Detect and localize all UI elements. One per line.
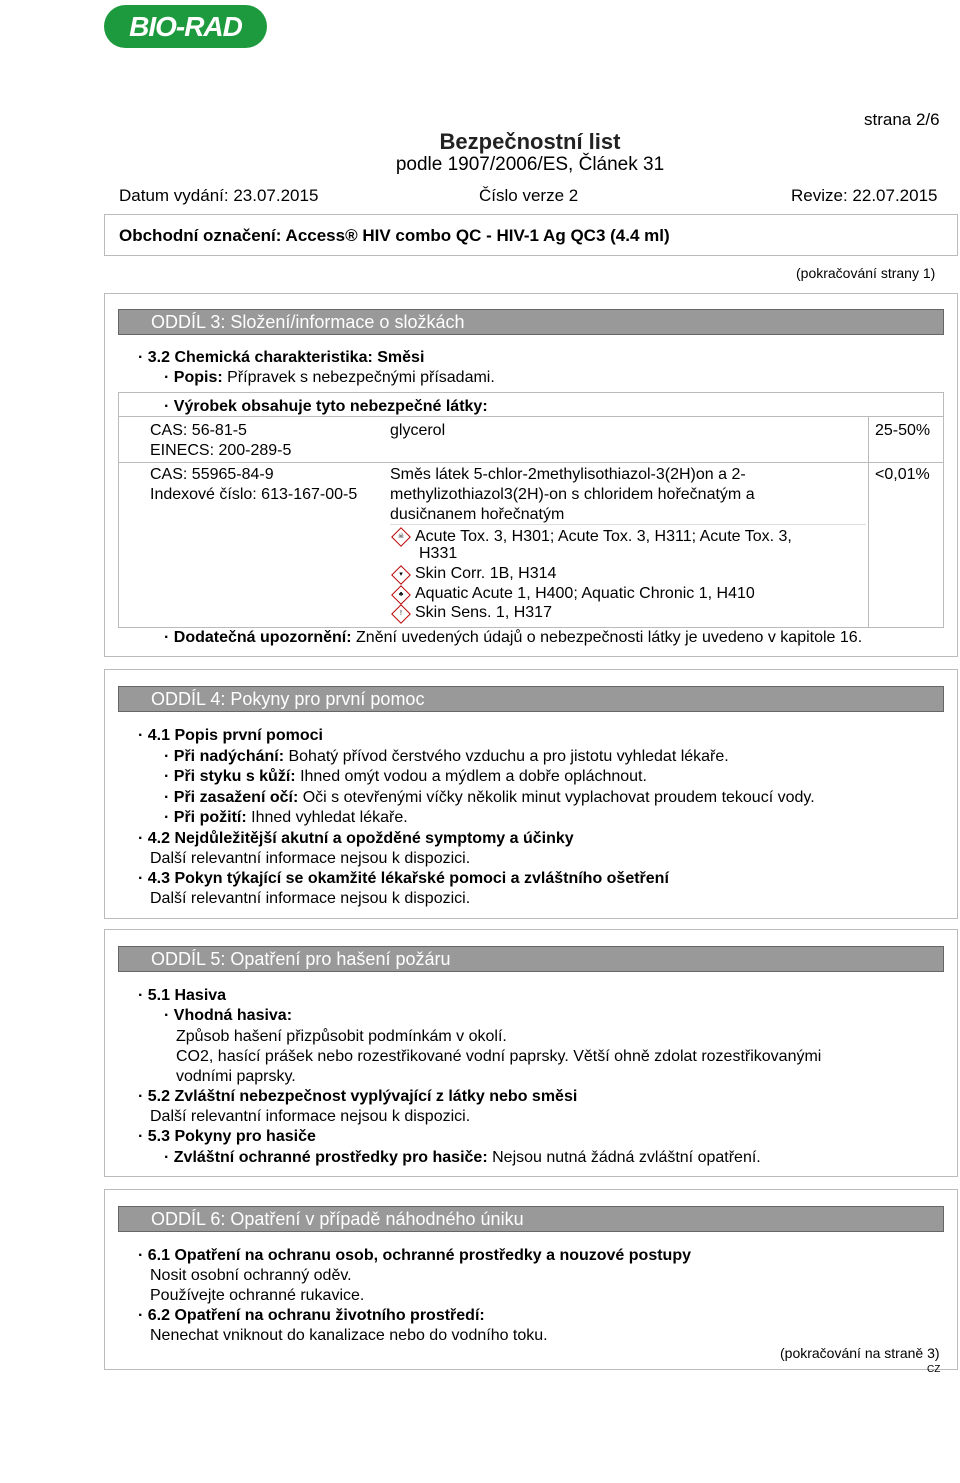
row1-percent: 25-50%: [875, 422, 931, 439]
s4-first-aid: · 4.1 Popis první pomoci: [138, 727, 323, 744]
row2-percent: <0,01%: [875, 466, 930, 483]
s4-symptoms-text: Další relevantní informace nejsou k dispozici.: [150, 850, 471, 867]
row1-einecs: EINECS: 200-289-5: [150, 442, 292, 459]
s6-personal: · 6.1 Opatření na ochranu osob, ochranné prostředky a nouzové postupy: [138, 1247, 691, 1264]
s5-special-hazards-text: Další relevantní informace nejsou k dispozici.: [150, 1108, 471, 1125]
s4-skin: · Při styku s kůží: Ihned omýt vodou a mýdlem a dobře opláchnout.: [164, 768, 647, 785]
continued-to: (pokračování na straně 3): [780, 1345, 940, 1361]
row2-cas: CAS: 55965-84-9: [150, 466, 274, 483]
s4-ingestion: · Při požití: Ihned vyhledat lékaře.: [164, 809, 408, 826]
s5-protective: · Zvláštní ochranné prostředky pro hasiče: Nejsou nutná žádná zvláštní opatření.: [164, 1149, 761, 1166]
table-border-top: [118, 392, 944, 393]
row1-name: glycerol: [390, 422, 446, 439]
continued-from: (pokračování strany 1): [796, 265, 936, 281]
table-col-divider: [868, 416, 869, 628]
ghs09-environment-icon: ♣: [391, 585, 411, 605]
s4-medical-text: Další relevantní informace nejsou k dispozici.: [150, 890, 471, 907]
row2-name: dusičnanem hořečnatým: [390, 506, 565, 523]
s5-suitable-text: vodními paprsky.: [176, 1068, 296, 1085]
section-3-heading: ODDÍL 3: Složení/informace o složkách: [118, 309, 944, 335]
section-6-heading: ODDÍL 6: Opatření v případě náhodného úniku: [118, 1206, 944, 1232]
trade-name: Obchodní označení: Access® HIV combo QC - HIV-1 Ag QC3 (4.4 ml): [119, 226, 670, 245]
s3-additional-note: · Dodatečná upozornění: Znění uvedených údajů o nebezpečnosti látky je uvedeno v kapitole 16.: [164, 629, 863, 646]
page-number: strana 2/6: [864, 110, 940, 129]
doc-subtitle: podle 1907/2006/ES, Článek 31: [395, 154, 665, 175]
s4-inhalation: · Při nadýchání: Bohatý přívod čerstvého vzduchu a pro jistotu vyhledat lékaře.: [164, 748, 729, 765]
ghs06-skull-icon: ☠: [391, 527, 411, 547]
s5-special-hazards: · 5.2 Zvláštní nebezpečnost vyplývající z látky nebo směsi: [138, 1088, 578, 1105]
hazard-acute-tox-cont: H331: [419, 545, 458, 562]
s5-firefighters: · 5.3 Pokyny pro hasiče: [138, 1128, 316, 1145]
s4-medical: · 4.3 Pokyn týkající se okamžité lékařské pomoci a zvláštního ošetření: [138, 870, 669, 887]
s5-media: · 5.1 Hasiva: [138, 987, 227, 1004]
hazard-skin-sens: Skin Sens. 1, H317: [415, 604, 552, 621]
row1-cas: CAS: 56-81-5: [150, 422, 247, 439]
row2-index: Indexové číslo: 613-167-00-5: [150, 486, 358, 503]
version-number: Číslo verze 2: [479, 186, 579, 205]
s3-chem-char: · 3.2 Chemická charakteristika: Směsi: [138, 349, 425, 366]
s5-suitable-text: Způsob hašení přizpůsobit podmínkám v okolí.: [176, 1028, 507, 1045]
s6-environment: · 6.2 Opatření na ochranu životního prostředí:: [138, 1307, 485, 1324]
s6-personal-text: Používejte ochranné rukavice.: [150, 1287, 365, 1304]
hazard-acute-tox: Acute Tox. 3, H301; Acute Tox. 3, H311; Acute Tox. 3,: [415, 528, 792, 545]
ghs07-exclamation-icon: !: [391, 604, 411, 624]
language-code: CZ: [927, 1364, 941, 1375]
s6-environment-text: Nenechat vniknout do kanalizace nebo do vodního toku.: [150, 1327, 548, 1344]
bio-rad-logo: BIO-RAD: [104, 5, 267, 48]
s3-description: · Popis: Přípravek s nebezpečnými přísadami.: [164, 369, 495, 386]
table-border-left: [118, 392, 119, 628]
s4-eyes: · Při zasažení očí: Oči s otevřenými víčky několik minut vyplachovat proudem tekoucí vody.: [164, 789, 815, 806]
s4-symptoms: · 4.2 Nejdůležitější akutní a opožděné symptomy a účinky: [138, 830, 574, 847]
issue-date: Datum vydání: 23.07.2015: [119, 186, 319, 205]
table-border-right: [943, 392, 944, 628]
revision-date: Revize: 22.07.2015: [791, 186, 938, 205]
s5-suitable: · Vhodná hasiva:: [164, 1007, 293, 1024]
table-row-divider: [118, 462, 944, 463]
section-5-heading: ODDÍL 5: Opatření pro hašení požáru: [118, 946, 944, 972]
section-4-heading: ODDÍL 4: Pokyny pro první pomoc: [118, 686, 944, 712]
hazard-aquatic: Aquatic Acute 1, H400; Aquatic Chronic 1, H410: [415, 585, 755, 602]
ghs05-corrosion-icon: ▾: [391, 565, 411, 585]
row2-name: methylizothiazol3(2H)-on s chloridem hořečnatým a: [390, 486, 755, 503]
s6-personal-text: Nosit osobní ochranný oděv.: [150, 1267, 352, 1284]
doc-title: Bezpečnostní list: [439, 129, 621, 154]
s3-contains: · Výrobek obsahuje tyto nebezpečné látky:: [164, 398, 488, 415]
hazard-skin-corr: Skin Corr. 1B, H314: [415, 565, 557, 582]
s5-suitable-text: CO2, hasící prášek nebo rozestřikované vodní paprsky. Větší ohně zdolat rozestřikovanými: [176, 1048, 822, 1065]
row2-name: Směs látek 5-chlor-2methylisothiazol-3(2H)on a 2-: [390, 466, 746, 483]
